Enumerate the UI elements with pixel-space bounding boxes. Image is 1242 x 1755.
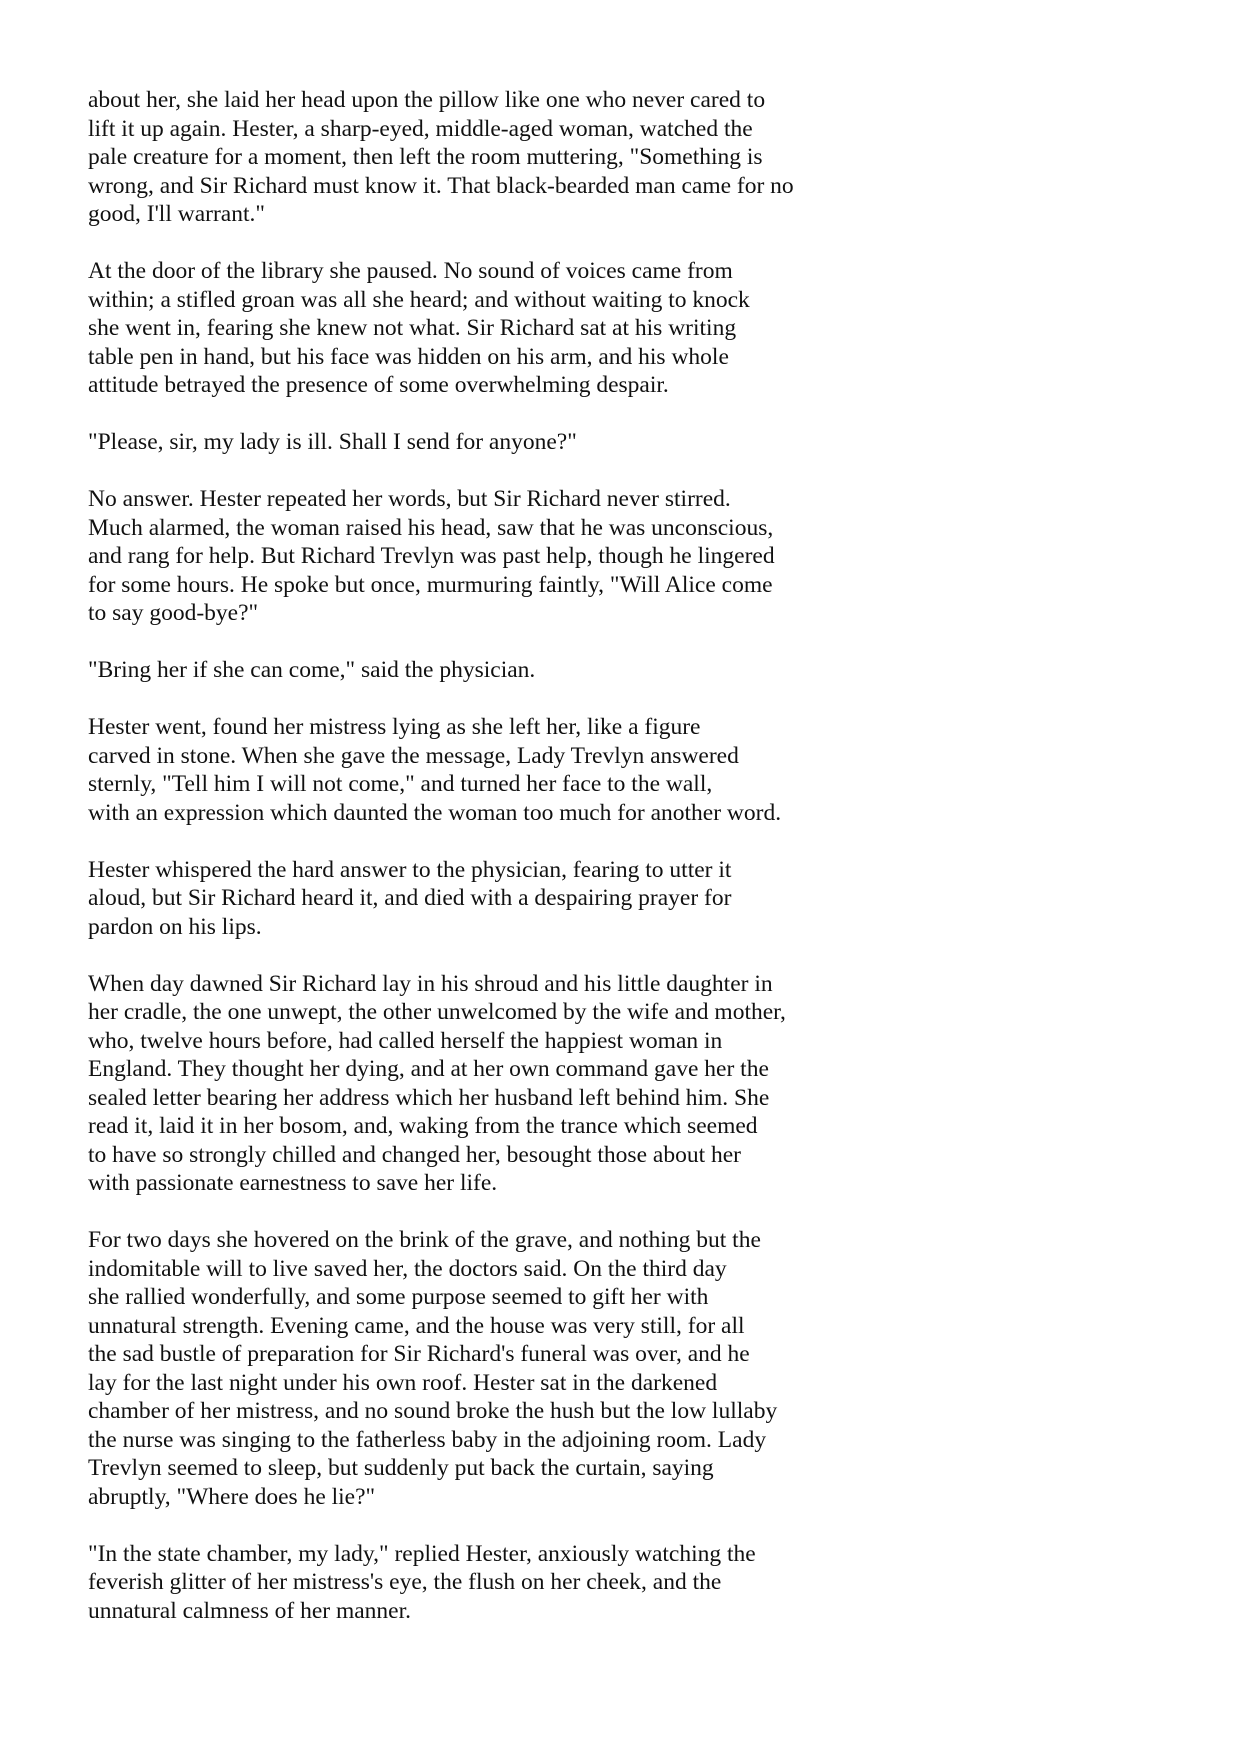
text-line: "Please, sir, my lady is ill. Shall I send for anyone?"	[88, 429, 577, 455]
text-line: feverish glitter of her mistress's eye, the flush on her cheek, and the	[88, 1569, 722, 1595]
paragraph	[88, 1540, 1168, 1626]
text-line: At the door of the library she paused. No sound of voices came from	[88, 258, 733, 284]
text-line: England. They thought her dying, and at her own command gave her the	[88, 1056, 769, 1082]
text-line: For two days she hovered on the brink of the grave, and nothing but the	[88, 1227, 761, 1253]
text-line: Trevlyn seemed to sleep, but suddenly put back the curtain, saying	[88, 1455, 714, 1481]
text-line: unnatural strength. Evening came, and the house was very still, for all	[88, 1312, 745, 1339]
text-line: attitude betrayed the presence of some overwhelming despair.	[88, 372, 669, 398]
text-line: her cradle, the one unwept, the other unwelcomed by the wife and mother,	[88, 999, 786, 1025]
text-line: pale creature for a moment, then left the room muttering, "Something is	[88, 144, 763, 170]
paragraph	[88, 656, 1168, 685]
paragraph	[88, 428, 1168, 457]
text-line: sealed letter bearing her address which her husband left behind him. She	[88, 1084, 770, 1111]
text-line: who, twelve hours before, had called herself the happiest woman in	[88, 1027, 723, 1054]
paragraph	[88, 970, 1168, 1198]
text-line: for some hours. He spoke but once, murmuring faintly, "Will Alice come	[88, 571, 773, 598]
text-line: she went in, fearing she knew not what. Sir Richard sat at his writing	[88, 315, 737, 341]
text-line: When day dawned Sir Richard lay in his shroud and his little daughter in	[88, 970, 773, 997]
text-line: pardon on his lips.	[88, 913, 262, 940]
text-line: Much alarmed, the woman raised his head, saw that he was unconscious,	[88, 514, 774, 541]
text-line: abruptly, "Where does he lie?"	[88, 1483, 376, 1510]
paragraph	[88, 86, 1168, 229]
text-line: with an expression which daunted the woman too much for another word.	[88, 799, 782, 826]
text-line: No answer. Hester repeated her words, but Sir Richard never stirred.	[88, 486, 731, 512]
text-line: to have so strongly chilled and changed her, besought those about her	[88, 1141, 741, 1168]
text-line: lift it up again. Hester, a sharp-eyed, middle-aged woman, watched the	[88, 115, 753, 142]
text-line: with passionate earnestness to save her life.	[88, 1170, 498, 1196]
text-line: sternly, "Tell him I will not come," and turned her face to the wall,	[88, 771, 713, 797]
text-line: and rang for help. But Richard Trevlyn was past help, though he lingered	[88, 543, 775, 569]
text-line: to say good-bye?"	[88, 600, 259, 626]
paragraph	[88, 1226, 1168, 1511]
paragraph	[88, 257, 1168, 400]
text-line: "In the state chamber, my lady," replied Hester, anxiously watching the	[88, 1540, 756, 1567]
text-line: wrong, and Sir Richard must know it. That black-bearded man came for no	[88, 172, 794, 199]
text-line: carved in stone. When she gave the message, Lady Trevlyn answered	[88, 742, 739, 769]
paragraph	[88, 856, 1168, 942]
text-line: read it, laid it in her bosom, and, waking from the trance which seemed	[88, 1113, 758, 1139]
text-line: about her, she laid her head upon the pillow like one who never cared to	[88, 87, 766, 113]
text-line: "Bring her if she can come," said the physician.	[88, 657, 536, 683]
text-line: unnatural calmness of her manner.	[88, 1597, 412, 1624]
text-line: good, I'll warrant."	[88, 201, 265, 227]
text-line: Hester whispered the hard answer to the physician, fearing to utter it	[88, 856, 732, 883]
text-line: the nurse was singing to the fatherless baby in the adjoining room. Lady	[88, 1426, 767, 1453]
text-line: she rallied wonderfully, and some purpose seemed to gift her with	[88, 1284, 709, 1310]
paragraph	[88, 713, 1168, 827]
text-line: the sad bustle of preparation for Sir Richard's funeral was over, and he	[88, 1341, 750, 1367]
text-line: indomitable will to live saved her, the doctors said. On the third day	[88, 1255, 727, 1282]
document-body	[88, 86, 1168, 1654]
text-line: within; a stifled groan was all she heard; and without waiting to knock	[88, 286, 750, 313]
paragraph	[88, 485, 1168, 628]
text-line: chamber of her mistress, and no sound broke the hush but the low lullaby	[88, 1398, 778, 1424]
text-line: lay for the last night under his own roof. Hester sat in the darkened	[88, 1369, 718, 1396]
text-line: table pen in hand, but his face was hidden on his arm, and his whole	[88, 343, 729, 370]
text-line: aloud, but Sir Richard heard it, and died with a despairing prayer for	[88, 885, 732, 911]
text-line: Hester went, found her mistress lying as she left her, like a figure	[88, 714, 701, 740]
